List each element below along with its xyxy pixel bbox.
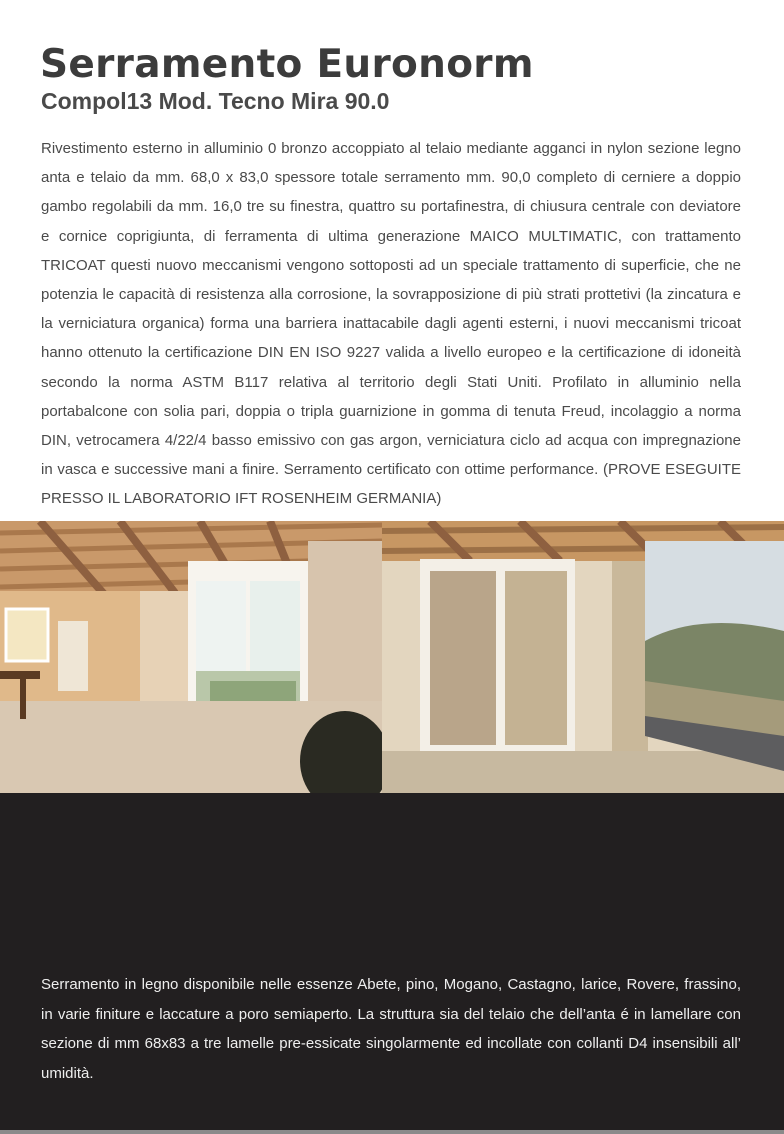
- wood-options-paragraph: Serramento in legno disponibile nelle essenze Abete, pino, Mogano, Castagno, larice, Rovere, frassino, in varie finiture e laccature a poro semiaperto. La struttura sia del telaio che dell’anta é in lamellare con sezione di mm 68x83 a tre lamelle pre-essicate singolarmente ed incollate con collanti D4 insensibili all’ umidità.: [41, 976, 741, 1082]
- exterior-photo: [382, 521, 784, 793]
- photo-strip: [0, 521, 784, 793]
- description-paragraph: Rivestimento esterno in alluminio 0 bronzo accoppiato al telaio mediante agganci in nylon sezione legno anta e telaio da mm. 68,0 x 83,0 spessore totale serramento mm. 90,0 completo di cerniere a doppio gambo regolabili da mm. 16,0 tre su finestra, quattro su portafinestra, di chiusura centrale con deviatore e cornice coprigiunta, di ferramenta di ultima generazione MAICO MULTIMATIC, con trattamento TRICOAT questi nuovo meccanismi vengono sottoposti ad un speciale trattamento di superficie, che ne potenzia le capacità di resistenza alla corrosione, la sovrapposizione di più strati prottetivi (la zincatura e la verniciatura organica) forma una barriera inattacabile dagli agenti esterni, i nuovi meccanismi tricoat hanno ottenuto la certificazione DIN EN ISO 9227 valida a livello europeo e la certificazione di idoneità secondo la norma ASTM B117 relativa al territorio degli Stati Uniti. Profilato in alluminio nella portabalcone con solia pari, doppia o tripla guarnizione in gomma di tenuta Freud, incolaggio a norma DIN, vetrocamera 4/22/4 basso emissivo con gas argon, verniciatura ciclo ad acqua con impregnazione in vasca e successive mani a finire. Serramento certificato con ottime performance. (PROVE ESEGUITE PRESSO IL LABORATORIO IFT ROSENHEIM GERMANIA): [41, 140, 741, 508]
- page-subtitle: Compol13 Mod. Tecno Mira 90.0: [41, 88, 390, 114]
- bottom-divider: [0, 1130, 784, 1134]
- interior-photo: [0, 521, 390, 793]
- page-title: Serramento Euronorm: [40, 42, 534, 87]
